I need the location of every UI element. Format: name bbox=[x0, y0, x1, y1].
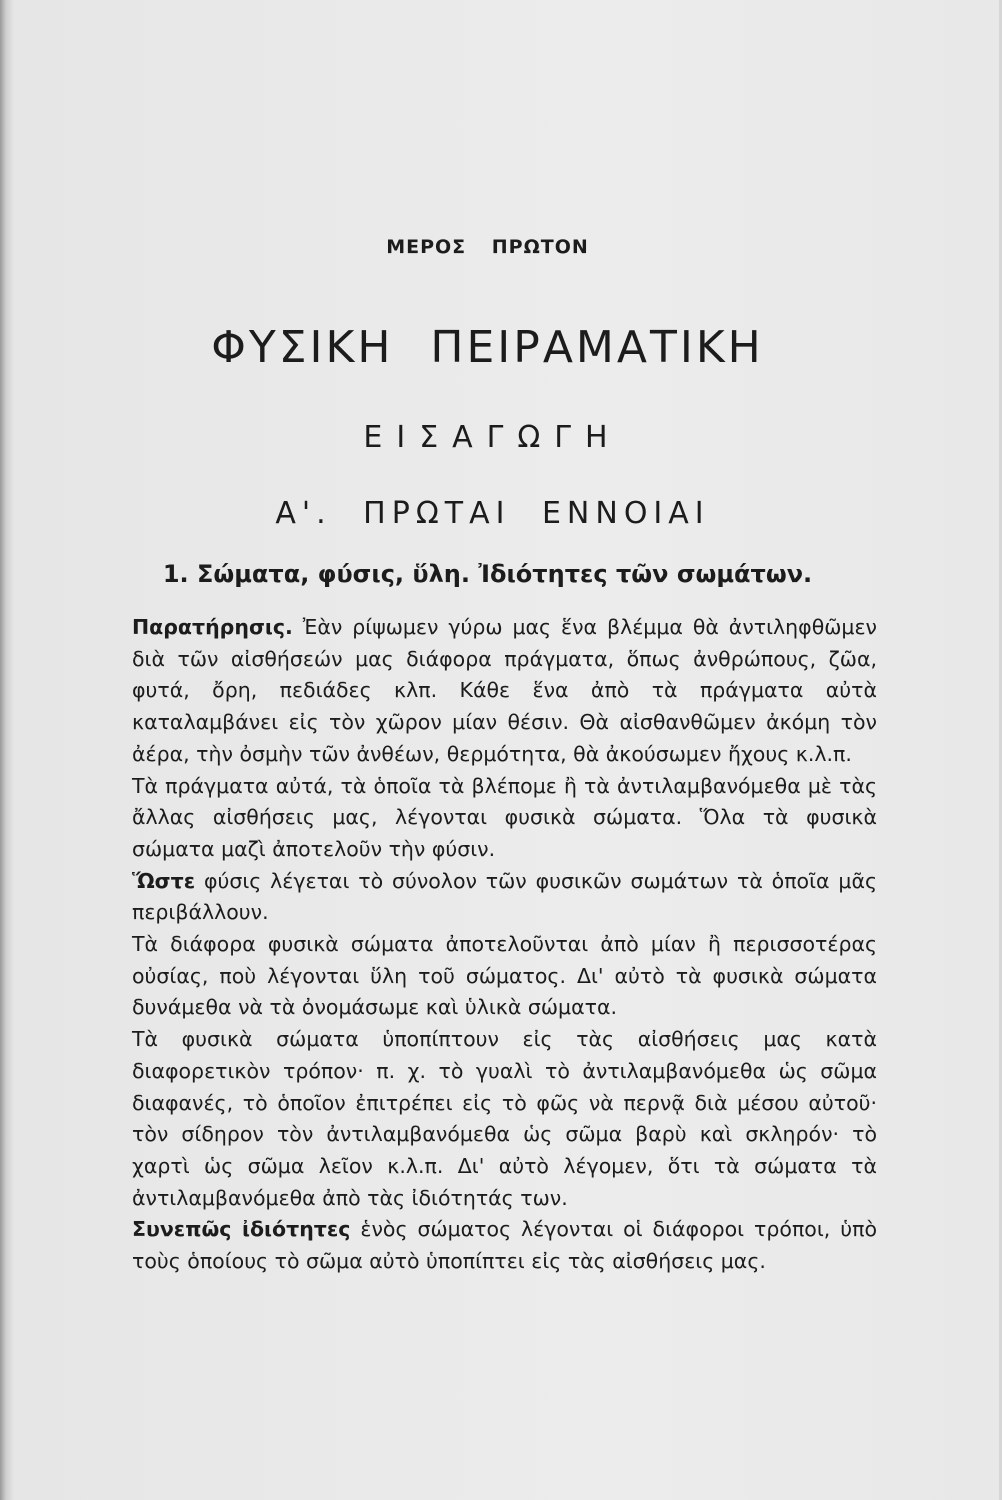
chapter-heading: Α'. ΠΡΩΤΑΙ ΕΝΝΟΙΑΙ bbox=[275, 496, 710, 531]
paragraph-lead: Συνεπῶς ἰδιότητες bbox=[132, 1217, 351, 1242]
paragraph-text: Ἐὰν ρίψωμεν γύρω μας ἕνα βλέμμα θὰ ἀντιληφθῶμεν διὰ τῶν αἰσθήσεών μας διάφορα πράγματα, ὅπως ἀνθρώπους, ζῶα, φυτά, ὄρη, πεδιάδες κλπ. Κάθε ἕνα ἀπὸ τὰ πράγματα αὐτὰ καταλαμβάνει εἰς τὸν χῶρον μίαν θέσιν. Θὰ αἰσθανθῶμεν ἀκόμη τὸν ἀέρα, τὴν ὀσμὴν τῶν ἀνθέων, θερμότητα, θὰ ἀκούσωμεν ἤχους κ.λ.π. bbox=[132, 615, 877, 766]
paragraph-lead: Ὥστε bbox=[132, 868, 196, 893]
paragraph-text: Τὰ διάφορα φυσικὰ σώματα ἀποτελοῦνται ἀπὸ μίαν ἢ περισσοτέρας οὐσίας, ποὺ λέγονται ὕλη τοῦ σώματος. Δι' αὐτὸ τὰ φυσικὰ σώματα δυνάμεθα νὰ τὰ ὀνομάσωμε καὶ ὑλικὰ σώματα. bbox=[132, 932, 877, 1020]
book-title: ΦΥΣΙΚΗ ΠΕΙΡΑΜΑΤΙΚΗ bbox=[211, 322, 764, 373]
paragraph-nature-definition bbox=[132, 866, 877, 929]
paragraph-perception bbox=[132, 1024, 877, 1214]
body-text bbox=[132, 612, 877, 1278]
paragraph-text: ἑνὸς σώματος λέγονται οἱ διάφοροι τρόποι, ὑπὸ τοὺς ὁποίους τὸ σῶμα αὐτὸ ὑποπίπτει εἰς τὰς αἰσθήσεις μας. bbox=[132, 1217, 877, 1274]
paragraph-physical-bodies bbox=[132, 771, 877, 866]
paragraph-text: Τὰ φυσικὰ σώματα ὑποπίπτουν εἰς τὰς αἰσθήσεις μας κατὰ διαφορετικὸν τρόπον· π. χ. τὸ γυαλὶ τὸ ἀντιλαμβανόμεθα ὡς σῶμα διαφανές, τὸ ὁποῖον ἐπιτρέπει εἰς τὸ φῶς νὰ περνᾷ διὰ μέσου αὐτοῦ· τὸν σίδηρον τὸν ἀντιλαμβανόμεθα ὡς σῶμα βαρὺ καὶ σκληρόν· τὸ χαρτὶ ὡς σῶμα λεῖον κ.λ.π. Δι' αὐτὸ λέγομεν, ὅτι τὰ σώματα τὰ ἀντιλαμβανόμεθα ἀπὸ τὰς ἰδιότητάς των. bbox=[132, 1027, 877, 1210]
paragraph-text: φύσις λέγεται τὸ σύνολον τῶν φυσικῶν σωμάτων τὰ ὁποῖα μᾶς περιβάλλουν. bbox=[132, 868, 877, 925]
paragraph-properties-definition bbox=[132, 1214, 877, 1277]
section-heading: 1. Σώματα, φύσις, ὕλη. Ἰδιότητες τῶν σωμάτων. bbox=[162, 560, 813, 588]
paragraph-matter bbox=[132, 929, 877, 1024]
part-heading: ΜΕΡΟΣ ΠΡΩΤΟΝ bbox=[386, 236, 589, 258]
introduction-heading: ΕΙΣΑΓΩΓΗ bbox=[363, 420, 622, 455]
paragraph-text: Τὰ πράγματα αὐτά, τὰ ὁποῖα τὰ βλέπομε ἢ τὰ ἀντιλαμβανόμεθα μὲ τὰς ἄλλας αἰσθήσεις μας, λέγονται φυσικὰ σώματα. Ὅλα τὰ φυσικὰ σώματα μαζὶ ἀποτελοῦν τὴν φύσιν. bbox=[132, 773, 877, 861]
paragraph-lead: Παρατήρησις. bbox=[132, 615, 293, 639]
paragraph-observation bbox=[132, 612, 877, 771]
